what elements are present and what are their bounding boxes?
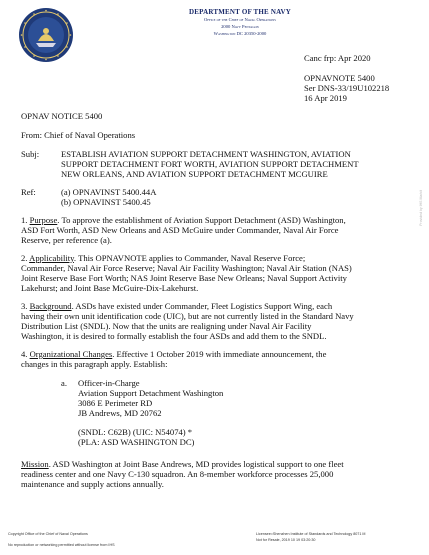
applicability-paragraph-line-4: Lakehurst; and Joint Base McGuire-Dix-Lakehurst. <box>21 283 199 293</box>
item-a-line-4: JB Andrews, MD 20762 <box>78 408 162 418</box>
note-number: OPNAVNOTE 5400 <box>304 73 375 83</box>
subject-line-3: NEW ORLEANS, AND AVIATION SUPPORT DETACHMENT MCGUIRE <box>61 169 328 179</box>
applicability-paragraph-line-2: Commander, Naval Air Force Reserve; Naval Air Facility Washington; Naval Air Station (NAS) <box>21 263 352 273</box>
org-changes-paragraph-line-2: changes in this paragraph apply. Establish: <box>21 359 168 369</box>
background-heading: Background <box>29 301 72 311</box>
applicability-text-1: . This OPNAVNOTE applies to Commander, Naval Reserve Force; <box>73 253 306 263</box>
subject-line-2: SUPPORT DETACHMENT FORT WORTH, AVIATION SUPPORT DETACHMENT <box>61 159 359 169</box>
applicability-paragraph-line-3: Joint Reserve Base Fort Worth; NAS Joint Reserve Base New Orleans; Naval Support Activity <box>21 273 347 283</box>
subject-label: Subj: <box>21 149 40 159</box>
purpose-paragraph-line-2: ASD Fort Worth, ASD New Orleans and ASD McGuire under Commander, Naval Air Force <box>21 225 339 235</box>
letterhead-office: Office of the Chief of Naval Operations <box>204 17 276 22</box>
background-paragraph-line-2: having their own unit identification code (UIC), but are not currently listed in the Standard Navy <box>21 311 354 321</box>
item-a-line-3: 3086 E Perimeter RD <box>78 398 153 408</box>
org-changes-text-1: . Effective 1 October 2019 with immediate announcement, the <box>112 349 327 359</box>
applicability-heading: Applicability <box>29 253 74 263</box>
item-a-line-2: Aviation Support Detachment Washington <box>78 388 224 398</box>
serial-number: Ser DNS-33/19U102218 <box>304 83 390 93</box>
purpose-paragraph-line-3: Reserve, per reference (a). <box>21 235 112 245</box>
letterhead-address-1: 2000 Navy Pentagon <box>221 24 259 29</box>
letterhead-department: DEPARTMENT OF THE NAVY <box>189 8 291 16</box>
purpose-text-1: . To approve the establishment of Aviation Support Detachment (ASD) Washington, <box>57 215 346 225</box>
side-watermark: Provided by IHS Markit <box>419 190 423 226</box>
mission-paragraph-line-3: maintenance and supply actions annually. <box>21 479 164 489</box>
footer-copyright: Copyright Office of the Chief of Naval Operations <box>8 532 88 536</box>
item-a-line-1: Officer-in-Charge <box>78 378 140 388</box>
background-number: 3. <box>21 301 30 311</box>
footer-licensee: Licensee=Shenzhen Institute of Standards and Technology 8071 M <box>256 532 366 536</box>
notice-title: OPNAV NOTICE 5400 <box>21 111 103 121</box>
item-a-label: a. <box>61 378 67 388</box>
reference-a: (a) OPNAVINST 5400.44A <box>61 187 157 197</box>
background-text-1: . ASDs have existed under Commander, Fleet Logistics Support Wing, each <box>71 301 333 311</box>
mission-text-1: . ASD Washington at Joint Base Andrews, MD provides logistical support to one fleet <box>48 459 344 469</box>
footer-resale-notice: Not for Resale, 2019 10 19 03:20:30 <box>256 538 316 542</box>
mission-paragraph-line-2: readiness center and one Navy C-130 squadron. An 8-member workforce processes 25,000 <box>21 469 334 479</box>
item-a-pla: (PLA: ASD WASHINGTON DC) <box>78 437 195 447</box>
footer-reproduction-notice: No reproduction or networking permitted without license from IHS <box>8 543 115 547</box>
background-paragraph-line-4: Washington, it is desired to formally establish the four ASDs and add them to the SNDL. <box>21 331 327 341</box>
references-label: Ref: <box>21 187 36 197</box>
subject-line-1: ESTABLISH AVIATION SUPPORT DETACHMENT WASHINGTON, AVIATION <box>61 149 351 159</box>
from-line: From: Chief of Naval Operations <box>21 130 136 140</box>
mission-heading: Mission <box>21 459 49 469</box>
purpose-heading: Purpose <box>29 215 58 225</box>
org-changes-number: 4. <box>21 349 30 359</box>
applicability-number: 2. <box>21 253 30 263</box>
purpose-number: 1. <box>21 215 30 225</box>
reference-b: (b) OPNAVINST 5400.45 <box>61 197 151 207</box>
background-paragraph-line-3: Distribution List (SNDL). Now that the units are realigning under Naval Air Facility <box>21 321 312 331</box>
cancellation-date: Canc frp: Apr 2020 <box>304 53 371 63</box>
issue-date: 16 Apr 2019 <box>304 93 347 103</box>
navy-seal-logo <box>18 7 74 63</box>
org-changes-heading: Organizational Changes <box>29 349 113 359</box>
item-a-sndl-uic: (SNDL: C62B) (UIC: N54074) * <box>78 427 193 437</box>
letterhead-address-2: Washington DC 20350-2000 <box>213 31 267 36</box>
